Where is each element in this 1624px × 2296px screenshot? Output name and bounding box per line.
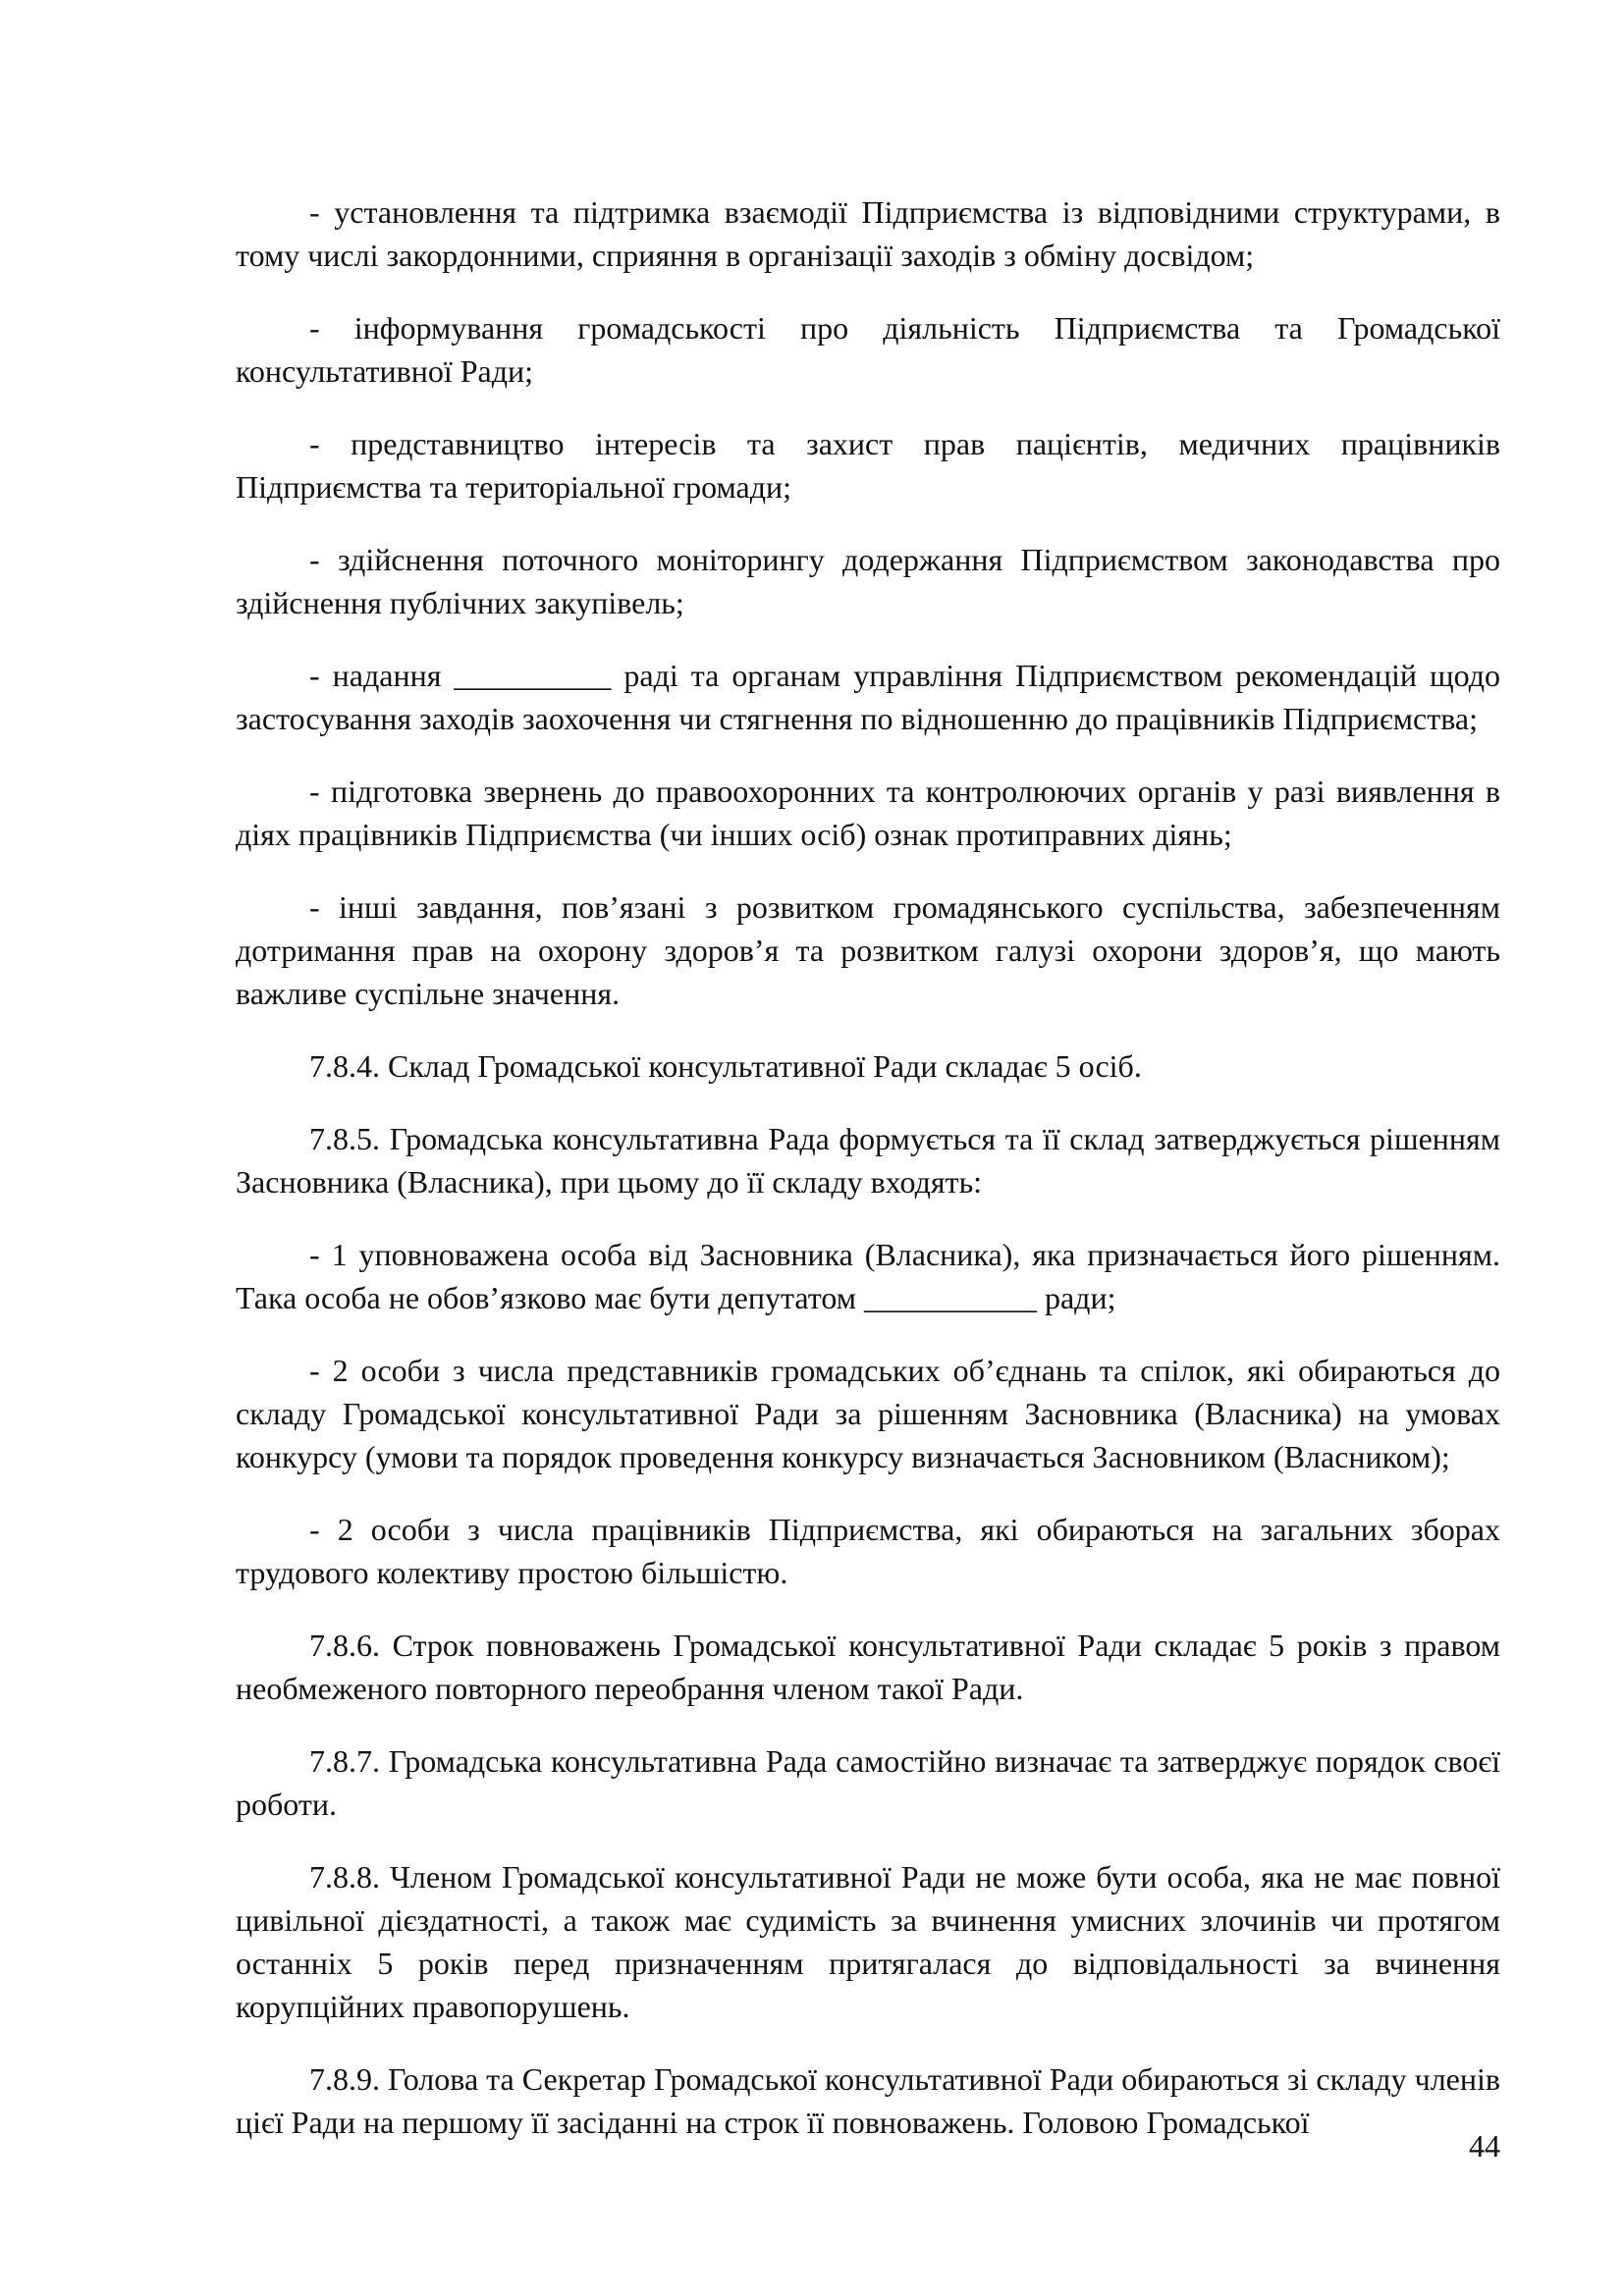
clause-7-8-5: 7.8.5. Громадська консультативна Рада формується та її склад затверджується рішенням Засновника (Власника), при цьому до її складу входять:	[236, 1121, 1500, 1200]
bullet-representation: - представництво інтересів та захист прав пацієнтів, медичних працівників Підприємства та територіальної громади;	[236, 426, 1500, 505]
bullet-informing-public: - інформування громадськості про діяльність Підприємства та Громадської консультативної Ради;	[236, 310, 1500, 389]
bullet-other-tasks: - інші завдання, пов’язані з розвитком громадянського суспільства, забезпеченням дотримання прав на охорону здоров’я та розвитком галузі охорони здоров’я, що мають важливе суспільне значення.	[236, 889, 1500, 1011]
bullet-appeals: - підготовка звернень до правоохоронних та контролюючих органів у разі виявлення в діях працівників Підприємства (чи інших осіб) ознак протиправних діянь;	[236, 774, 1500, 852]
bullet-procurement-monitoring: - здійснення поточного моніторингу додержання Підприємством законодавства про здійснення публічних закупівель;	[236, 542, 1500, 620]
clause-7-8-7: 7.8.7. Громадська консультативна Рада самостійно визначає та затверджує порядок своєї роботи.	[236, 1743, 1500, 1822]
clause-7-8-4: 7.8.4. Склад Громадської консультативної Ради складає 5 осіб.	[309, 1048, 1142, 1084]
bullet-employees: - 2 особи з числа працівників Підприємства, які обираються на загальних зборах трудового колективу простою більшістю.	[236, 1512, 1500, 1590]
bullet-founder-representative: - 1 уповноважена особа від Засновника (Власника), яка призначається його рішенням. Така особа не обов’язково має бути депутатом ___________ ради;	[236, 1237, 1500, 1315]
bullet-cooperation: - установлення та підтримка взаємодії Підприємства із відповідними структурами, в тому числі закордонними, сприяння в організації заходів з обміну досвідом;	[236, 194, 1500, 273]
document-body	[236, 190, 1500, 2173]
clause-7-8-6: 7.8.6. Строк повноважень Громадської консультативної Ради складає 5 років з правом необмеженого повторного переобрання членом такої Ради.	[236, 1628, 1500, 1706]
page-number: 44	[1469, 2128, 1500, 2163]
bullet-public-associations: - 2 особи з числа представників громадських об’єднань та спілок, які обираються до складу Громадської консультативної Ради за рішенням Засновника (Власника) на умовах конкурсу (умови та порядок проведення конкурсу визначається Засновником (Власником);	[236, 1353, 1500, 1474]
clause-7-8-8: 7.8.8. Членом Громадської консультативної Ради не може бути особа, яка не має повної цивільної дієздатності, а також має судимість за вчинення умисних злочинів чи протягом останніх 5 років перед призначенням притягалася до відповідальності за вчинення корупційних правопорушень.	[236, 1859, 1500, 2024]
clause-7-8-9: 7.8.9. Голова та Секретар Громадської консультативної Ради обираються зі складу членів цієї Ради на першому її засіданні на строк її повноважень. Головою Громадської	[236, 2061, 1500, 2140]
bullet-recommendations: - надання __________ раді та органам управління Підприємством рекомендацій щодо застосування заходів заохочення чи стягнення по відношенню до працівників Підприємства;	[236, 658, 1500, 736]
